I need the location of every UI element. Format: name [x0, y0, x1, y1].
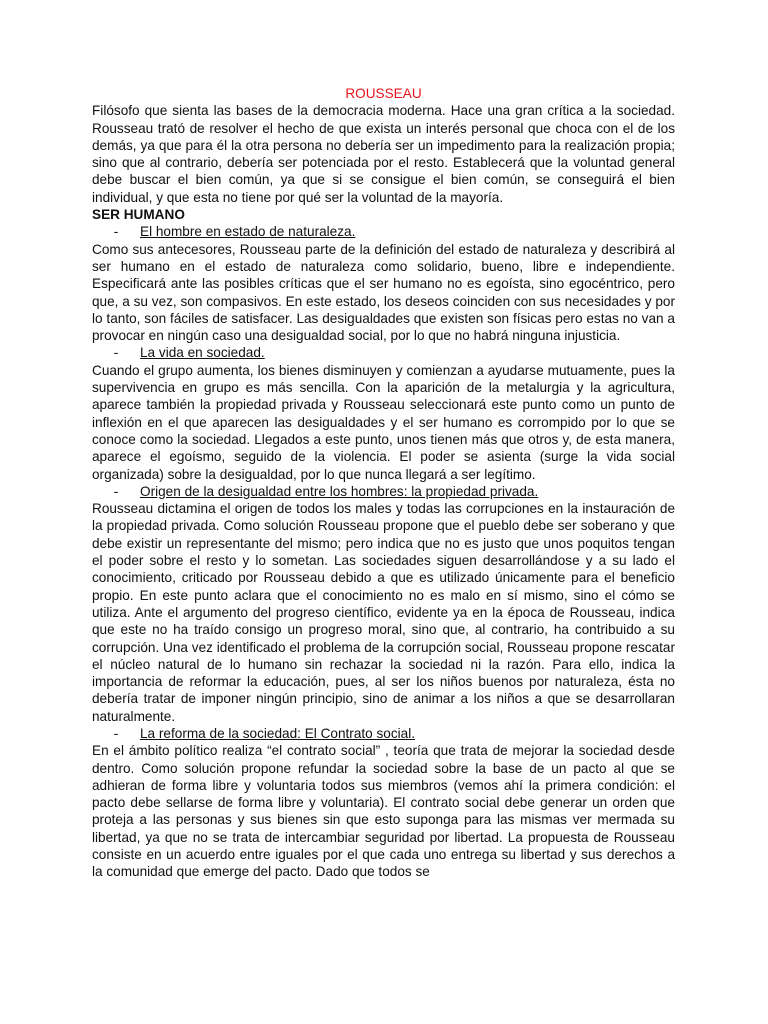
list-bullet: - — [113, 345, 119, 361]
section-heading: SER HUMANO — [92, 207, 185, 223]
subsection-paragraph: En el ámbito político realiza “el contrato social” , teoría que trata de mejorar la sociedad desde dentro. Como solución propone refundar la sociedad sobre la base de un pacto al que se adhieran de forma libre y voluntaria todos sus miembros (vemos ahí la primera condición: el pacto debe sellarse de forma libre y voluntaria). El contrato social debe generar un orden que proteja a las personas y sus bienes sin que esto suponga para las mismas ver mermada su libertad, ya que no se trata de intercambiar seguridad por libertad. La propuesta de Rousseau consiste en un acuerdo entre iguales por el que cada uno entrega su libertad y sus derechos a la comunidad que emerge del pacto. Dado que todos se — [92, 743, 675, 880]
subsection-title: La reforma de la sociedad: El Contrato social. — [140, 725, 416, 741]
subsection-heading — [92, 223, 675, 240]
list-bullet: - — [113, 725, 119, 741]
subsection-heading — [92, 344, 675, 361]
subsection-paragraph: Rousseau dictamina el origen de todos los males y todas las corrupciones en la instauración de la propiedad privada. Como solución Rousseau propone que el pueblo debe ser soberano y que debe existir un representante del mismo; pero indica que no es justo que unos poquitos tengan el poder sobre el resto y lo sometan. Las sociedades siguen desarrollándose y a su lado el conocimiento, criticado por Rousseau debido a que es utilizado únicamente para el beneficio propio. En este punto aclara que el conocimiento no es malo en sí mismo, sino el cómo se utiliza. Ante el argumento del progreso científico, evidente ya en la época de Rousseau, indica que este no ha traído consigo un progreso moral, sino que, al contrario, ha contribuido a su corrupción. Una vez identificado el problema de la corrupción social, Rousseau propone rescatar el núcleo natural de lo humano sin rechazar la sociedad ni la razón. Para ello, indica la importancia de reformar la educación, pues, al ser los niños buenos por naturaleza, ésta no debería tratar de imponer ningún principio, sino de animar a los niños a que se desarrollaran naturalmente. — [92, 501, 675, 724]
subsection-title: Origen de la desigualdad entre los hombres: la propiedad privada. — [140, 483, 539, 499]
subsection-paragraph: Cuando el grupo aumenta, los bienes disminuyen y comienzan a ayudarse mutuamente, pues la supervivencia en grupo es más sencilla. Con la aparición de la metalurgia y la agricultura, aparece también la propiedad privada y Rousseau seleccionará este punto como un punto de inflexión en el que aparecen las desigualdades y el ser humano es corrompido por lo que se conoce como la sociedad. Llegados a este punto, unos tienen más que otros y, de esta manera, aparece el egoísmo, seguido de la violencia. El poder se asienta (surge la vida social organizada) sobre la desigualdad, por lo que nunca llegará a ser legítimo. — [92, 362, 675, 482]
subsection-paragraph: Como sus antecesores, Rousseau parte de la definición del estado de naturaleza y describirá al ser humano en el estado de naturaleza como solidario, bueno, libre e independiente. Especificará ante las posibles críticas que el ser humano no es egoísta, sino egocéntrico, pero que, a su vez, son compasivos. En este estado, los deseos coinciden con sus necesidades y por lo tanto, son fáciles de satisfacer. Las desigualdades que existen son físicas pero estas no van a provocar en ningún caso una desigualdad social, por lo que no habrá ninguna injusticia. — [92, 241, 675, 344]
intro-paragraph: Filósofo que sienta las bases de la democracia moderna. Hace una gran crítica a la sociedad. Rousseau trató de resolver el hecho de que exista un interés personal que choca con el de los demás, ya que para él la otra persona no debería ser un impedimento para la realización propia; sino que al contrario, debería ser potenciada por el resto. Establecerá que la voluntad general debe buscar el bien común, ya que si se consigue el bien común, se conseguirá el bien individual, y que esta no tiene por qué ser la voluntad de la mayoría. — [92, 103, 675, 205]
list-bullet: - — [113, 224, 119, 240]
subsection-title: El hombre en estado de naturaleza. — [140, 224, 356, 240]
subsection-heading — [92, 725, 675, 742]
list-bullet: - — [113, 483, 119, 499]
document-page — [92, 85, 675, 881]
document-title: ROUSSEAU — [345, 86, 422, 101]
subsection-title: La vida en sociedad. — [140, 345, 265, 361]
subsection-heading — [92, 483, 675, 500]
